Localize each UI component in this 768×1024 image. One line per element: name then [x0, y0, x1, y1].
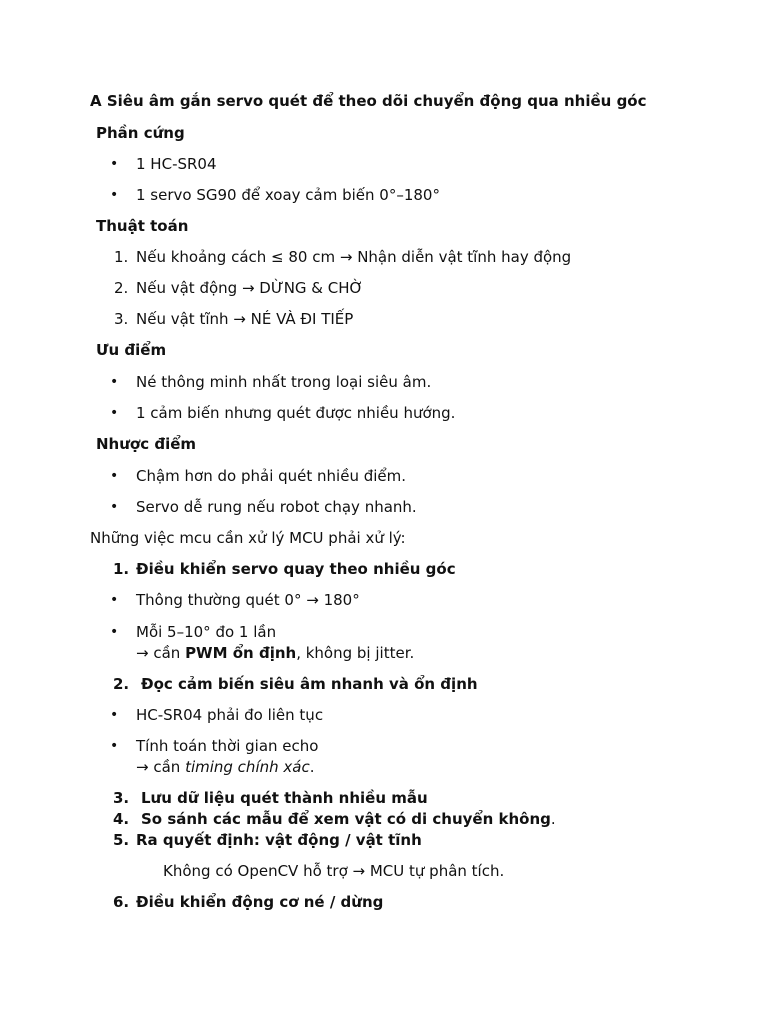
step-number: 2.: [114, 279, 129, 297]
algorithm-step: Nếu khoảng cách ≤ 80 cm → Nhận diễn vật tĩnh hay động: [136, 248, 572, 266]
task-title: Ra quyết định: vật động / vật tĩnh: [136, 831, 422, 849]
cons-heading: Nhược điểm: [96, 435, 197, 453]
bullet-icon: •: [110, 187, 119, 203]
hardware-heading: Phần cứng: [96, 124, 185, 142]
bullet-icon: •: [110, 468, 119, 484]
task-title-suffix: .: [550, 810, 556, 828]
cons-item: Chậm hơn do phải quét nhiều điểm.: [136, 467, 407, 485]
bullet-icon: •: [110, 738, 119, 754]
note-emphasis: PWM ổn định: [185, 644, 297, 662]
step-number: 3.: [114, 310, 129, 328]
note-prefix: → cần: [136, 644, 186, 662]
note-suffix: , không bị jitter.: [296, 644, 415, 662]
bullet-icon: •: [110, 624, 119, 640]
task-title: [141, 809, 556, 829]
task-item: Mỗi 5–10° đo 1 lần: [136, 623, 277, 641]
bullet-icon: •: [110, 374, 119, 390]
bullet-icon: •: [110, 156, 119, 172]
note-prefix: → cần: [136, 758, 186, 776]
pros-heading: Ưu điểm: [96, 341, 167, 359]
task-number: 5.: [113, 831, 130, 849]
bullet-icon: •: [110, 592, 119, 608]
note-suffix: .: [309, 758, 315, 776]
task-number: 1.: [113, 560, 130, 578]
pros-item: Né thông minh nhất trong loại siêu âm.: [136, 373, 432, 391]
task-number: 2.: [113, 675, 130, 693]
pros-item: 1 cảm biến nhưng quét được nhiều hướng.: [136, 404, 456, 422]
cons-item: Servo dễ rung nếu robot chạy nhanh.: [136, 498, 417, 516]
task-number: 4.: [113, 810, 130, 828]
task-title: Đọc cảm biến siêu âm nhanh và ổn định: [141, 675, 478, 693]
hardware-item: 1 HC-SR04: [136, 155, 217, 173]
task-note: [136, 643, 414, 663]
note-emphasis: timing chính xác: [185, 758, 310, 776]
task-number: 6.: [113, 893, 130, 911]
mcu-intro: Những việc mcu cần xử lý MCU phải xử lý:: [90, 529, 406, 547]
bullet-icon: •: [110, 707, 119, 723]
task-note: Không có OpenCV hỗ trợ → MCU tự phân tích.: [163, 862, 505, 880]
bullet-icon: •: [110, 499, 119, 515]
hardware-item: 1 servo SG90 để xoay cảm biến 0°–180°: [136, 186, 440, 204]
algorithm-heading: Thuật toán: [96, 217, 189, 235]
task-item: Tính toán thời gian echo: [136, 737, 319, 755]
document-title: A Siêu âm gắn servo quét để theo dõi chuyển động qua nhiều góc: [90, 92, 647, 110]
task-item: Thông thường quét 0° → 180°: [136, 591, 360, 609]
step-number: 1.: [114, 248, 129, 266]
task-number: 3.: [113, 789, 130, 807]
task-title-text: So sánh các mẫu để xem vật có di chuyển không: [141, 810, 551, 828]
task-note: [136, 757, 315, 777]
task-title: Điều khiển servo quay theo nhiều góc: [136, 560, 456, 578]
algorithm-step: Nếu vật tĩnh → NÉ VÀ ĐI TIẾP: [136, 310, 354, 328]
algorithm-step: Nếu vật động → DỪNG & CHỜ: [136, 279, 364, 297]
task-title: Lưu dữ liệu quét thành nhiều mẫu: [141, 789, 428, 807]
bullet-icon: •: [110, 405, 119, 421]
task-item: HC-SR04 phải đo liên tục: [136, 706, 324, 724]
task-title: Điều khiển động cơ né / dừng: [136, 893, 384, 911]
